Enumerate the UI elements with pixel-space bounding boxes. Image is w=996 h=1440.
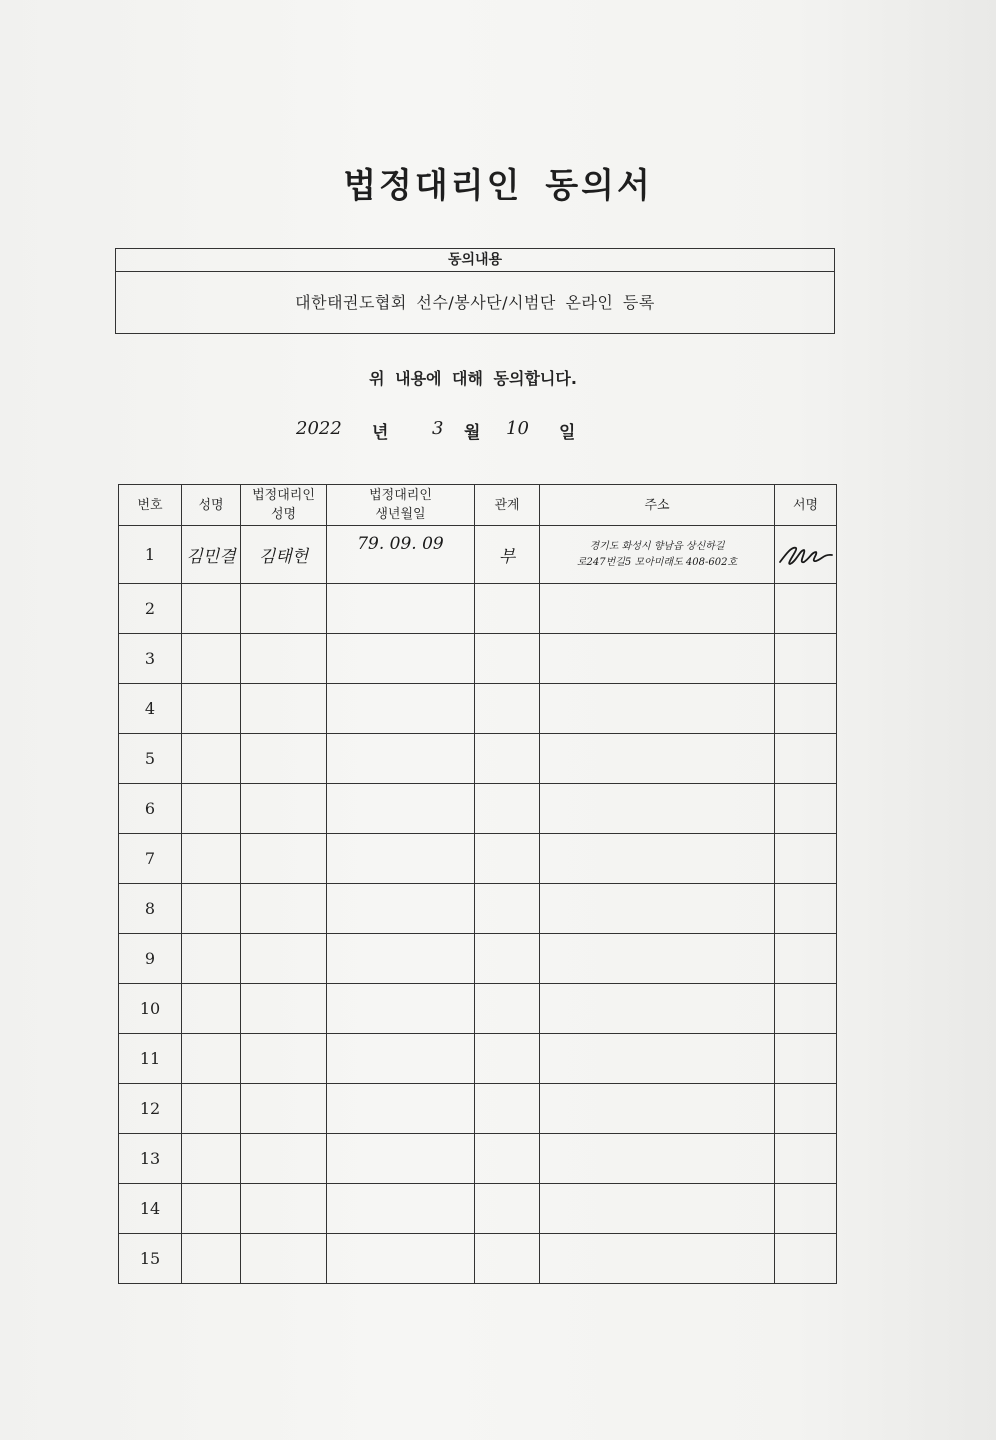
agreement-statement: 위 내용에 대해 동의합니다.: [369, 369, 577, 388]
table-row: [119, 526, 837, 584]
empty-cell: [475, 934, 540, 984]
empty-cell: [775, 1184, 837, 1234]
row-number: 2: [119, 584, 182, 634]
empty-cell: [182, 584, 241, 634]
row-number: 7: [119, 834, 182, 884]
header-guardian-birth-line2: 생년월일: [375, 507, 426, 522]
empty-cell: [775, 1084, 837, 1134]
row-address-line1: 경기도 화성시 향남읍 상신하길: [589, 540, 725, 552]
table-row: [119, 834, 837, 884]
row-number: 10: [119, 984, 182, 1034]
empty-cell: [327, 1084, 475, 1134]
handwritten-signature: [778, 540, 834, 570]
empty-cell: [241, 884, 327, 934]
row-number: 13: [119, 1134, 182, 1184]
row-guardian-name: 김태헌: [241, 526, 327, 584]
empty-cell: [775, 684, 837, 734]
date-year-label: 년: [372, 423, 389, 443]
page-title: 법정대리인 동의서: [343, 166, 653, 206]
empty-cell: [475, 984, 540, 1034]
empty-cell: [775, 634, 837, 684]
empty-cell: [540, 784, 775, 834]
empty-cell: [475, 1034, 540, 1084]
consent-header: 동의내용: [116, 249, 834, 272]
consent-body: 대한태권도협회 선수/봉사단/시범단 온라인 등록: [295, 293, 655, 312]
empty-cell: [540, 984, 775, 1034]
consent-box: [115, 248, 835, 334]
empty-cell: [327, 1134, 475, 1184]
empty-cell: [182, 784, 241, 834]
empty-cell: [775, 1234, 837, 1284]
empty-cell: [775, 834, 837, 884]
empty-cell: [241, 1084, 327, 1134]
empty-cell: [241, 1034, 327, 1084]
header-guardian-name-line2: 성명: [270, 507, 297, 522]
empty-cell: [182, 834, 241, 884]
empty-cell: [241, 734, 327, 784]
header-guardian-name-line1: 법정대리인: [252, 488, 315, 503]
empty-cell: [540, 934, 775, 984]
empty-cell: [327, 1234, 475, 1284]
empty-cell: [475, 834, 540, 884]
date-day: 10: [506, 418, 529, 439]
empty-cell: [327, 884, 475, 934]
row-name: 김민결: [182, 526, 241, 584]
header-address: 주소: [540, 485, 775, 526]
row-number: 3: [119, 634, 182, 684]
empty-cell: [241, 934, 327, 984]
empty-cell: [241, 684, 327, 734]
table-row: [119, 1184, 837, 1234]
empty-cell: [182, 1084, 241, 1134]
empty-cell: [775, 984, 837, 1034]
row-number: 1: [119, 526, 182, 584]
empty-cell: [241, 784, 327, 834]
empty-cell: [182, 684, 241, 734]
empty-cell: [182, 1134, 241, 1184]
row-number: 9: [119, 934, 182, 984]
table-row: [119, 684, 837, 734]
header-guardian-name: [241, 485, 327, 526]
empty-cell: [241, 634, 327, 684]
empty-cell: [775, 1134, 837, 1184]
table-row: [119, 734, 837, 784]
row-relation: 부: [475, 526, 540, 584]
empty-cell: [327, 584, 475, 634]
empty-cell: [775, 734, 837, 784]
empty-cell: [241, 1234, 327, 1284]
date-year: 2022: [296, 418, 342, 439]
empty-cell: [775, 784, 837, 834]
empty-cell: [327, 1184, 475, 1234]
empty-cell: [540, 884, 775, 934]
empty-cell: [327, 634, 475, 684]
empty-cell: [182, 634, 241, 684]
row-number: 4: [119, 684, 182, 734]
empty-cell: [540, 1184, 775, 1234]
header-name: 성명: [182, 485, 241, 526]
table-row: [119, 784, 837, 834]
header-number: 번호: [119, 485, 182, 526]
guardian-table: [118, 484, 837, 1284]
table-row: [119, 634, 837, 684]
empty-cell: [540, 684, 775, 734]
empty-cell: [540, 1034, 775, 1084]
table-row: [119, 1234, 837, 1284]
empty-cell: [241, 584, 327, 634]
row-guardian-birth: 79. 09. 09: [327, 526, 475, 584]
header-relation: 관계: [475, 485, 540, 526]
empty-cell: [182, 734, 241, 784]
empty-cell: [475, 584, 540, 634]
row-number: 8: [119, 884, 182, 934]
empty-cell: [475, 884, 540, 934]
empty-cell: [327, 734, 475, 784]
empty-cell: [327, 784, 475, 834]
table-row: [119, 934, 837, 984]
header-guardian-birth: [327, 485, 475, 526]
empty-cell: [540, 1084, 775, 1134]
empty-cell: [182, 1184, 241, 1234]
empty-cell: [775, 934, 837, 984]
row-number: 14: [119, 1184, 182, 1234]
empty-cell: [775, 1034, 837, 1084]
row-number: 12: [119, 1084, 182, 1134]
empty-cell: [540, 634, 775, 684]
table-row: [119, 884, 837, 934]
empty-cell: [475, 634, 540, 684]
empty-cell: [475, 684, 540, 734]
empty-cell: [241, 984, 327, 1034]
empty-cell: [475, 1234, 540, 1284]
empty-cell: [475, 784, 540, 834]
date-day-label: 일: [559, 423, 576, 443]
empty-cell: [475, 1184, 540, 1234]
table-row: [119, 1084, 837, 1134]
empty-cell: [182, 984, 241, 1034]
row-address: [540, 526, 775, 584]
date-month: 3: [432, 418, 444, 439]
empty-cell: [327, 834, 475, 884]
header-guardian-birth-line1: 법정대리인: [369, 488, 432, 503]
empty-cell: [540, 584, 775, 634]
table-row: [119, 1034, 837, 1084]
table-row: [119, 1134, 837, 1184]
empty-cell: [241, 1184, 327, 1234]
empty-cell: [540, 1234, 775, 1284]
empty-cell: [182, 1034, 241, 1084]
row-number: 5: [119, 734, 182, 784]
empty-cell: [775, 584, 837, 634]
row-signature: [775, 526, 837, 584]
empty-cell: [540, 734, 775, 784]
row-number: 11: [119, 1034, 182, 1084]
empty-cell: [540, 834, 775, 884]
empty-cell: [327, 984, 475, 1034]
empty-cell: [241, 1134, 327, 1184]
empty-cell: [475, 1084, 540, 1134]
empty-cell: [475, 734, 540, 784]
empty-cell: [182, 934, 241, 984]
row-address-line2: 로247번길5 모아미래도 408-602호: [576, 556, 738, 568]
empty-cell: [327, 684, 475, 734]
header-signature: 서명: [775, 485, 837, 526]
empty-cell: [540, 1134, 775, 1184]
empty-cell: [327, 934, 475, 984]
empty-cell: [327, 1034, 475, 1084]
empty-cell: [182, 1234, 241, 1284]
empty-cell: [475, 1134, 540, 1184]
empty-cell: [182, 884, 241, 934]
table-header-row: [119, 485, 837, 526]
row-number: 15: [119, 1234, 182, 1284]
row-number: 6: [119, 784, 182, 834]
date-month-label: 월: [464, 423, 481, 443]
empty-cell: [241, 834, 327, 884]
table-row: [119, 984, 837, 1034]
empty-cell: [775, 884, 837, 934]
table-row: [119, 584, 837, 634]
